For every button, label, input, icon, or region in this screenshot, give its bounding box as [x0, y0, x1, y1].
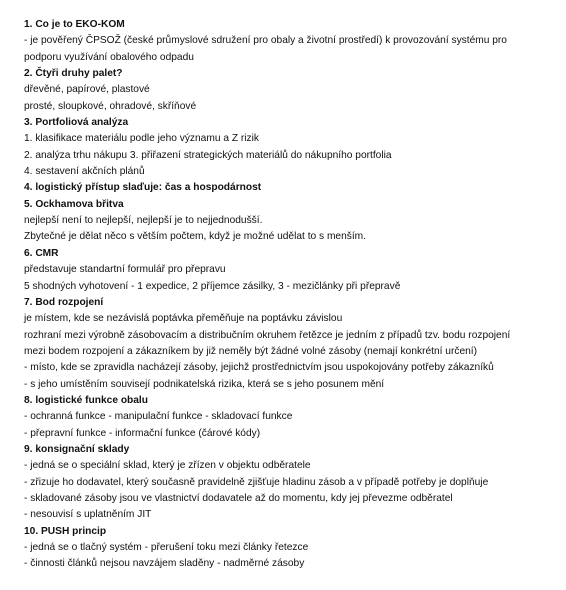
- section-text-line: - místo, kde se zpravidla nacházejí zásoby, jejichž prostřednictvím jsou uspokojovány potřeby zákazníků: [24, 362, 494, 374]
- section-text-line: - zřizuje ho dodavatel, který současně pravidelně zjišťuje hladinu zásob a v případě potřeby je doplňuje: [24, 476, 489, 488]
- section-text-line: - přepravní funkce - informační funkce (čárové kódy): [24, 427, 261, 439]
- section-text-line: nejlepší není to nejlepší, nejlepší je to nejjednodušší.: [24, 215, 263, 227]
- section-text-line: je místem, kde se nezávislá poptávka přeměňuje na poptávku závislou: [24, 313, 343, 325]
- section-text-line: mezi bodem rozpojení a zákazníkem by již neměly být žádné volné zásoby (nemají konkrétní určení): [24, 345, 477, 357]
- section-text-line: - skladované zásoby jsou ve vlastnictví dodavatele až do momentu, kdy jej převezme odběratel: [24, 492, 453, 504]
- section-heading: 8. logistické funkce obalu: [24, 394, 148, 406]
- section-heading: 10. PUSH princip: [24, 525, 107, 537]
- section-heading: 2. Čtyři druhy palet?: [24, 68, 123, 80]
- section-text-line: - ochranná funkce - manipulační funkce - skladovací funkce: [24, 411, 293, 423]
- section-text-line: podporu využívání obalového odpadu: [24, 51, 194, 63]
- section-text-line: - jedná se o speciální sklad, který je zřízen v objektu odběratele: [24, 460, 311, 472]
- section-heading: 3. Portfoliová analýza: [24, 117, 129, 129]
- section-text-line: Zbytečné je dělat něco s větším počtem, když je možné udělat to s menším.: [24, 231, 367, 243]
- section-heading: 4. logistický přístup slaďuje: čas a hospodárnost: [24, 182, 262, 194]
- section-text-line: - s jeho umístěním souvisejí podnikatelská rizika, která se s jeho posunem mění: [24, 378, 385, 390]
- section-text-line: 2. analýza trhu nákupu 3. přiřazení strategických materiálů do nákupního portfolia: [24, 149, 392, 161]
- notes-content: [24, 17, 566, 573]
- section-text-line: - činnosti článků nejsou navzájem sladěny - nadměrné zásoby: [24, 558, 305, 570]
- section-text-line: rozhraní mezi výrobně zásobovacím a distribučním okruhem řetězce je jedním z případů tzv. bodu rozpojení: [24, 329, 511, 341]
- section-heading: 1. Co je to EKO-KOM: [24, 19, 125, 30]
- section-text-line: dřevěné, papírové, plastové: [24, 84, 150, 96]
- section-text-line: - jedná se o tlačný systém - přerušení toku mezi články řetezce: [24, 542, 309, 553]
- section-heading: 7. Bod rozpojení: [24, 296, 104, 308]
- section-text-line: 5 shodných vyhotovení - 1 expedice, 2 příjemce zásilky, 3 - mezičlánky při přepravě: [24, 280, 401, 292]
- section-text-line: prosté, sloupkové, ohradové, skříňové: [24, 100, 197, 112]
- section-text-line: 1. klasifikace materiálu podle jeho významu a Z rizik: [24, 133, 259, 145]
- section-text-line: - nesouvisí s uplatněním JIT: [24, 509, 152, 521]
- section-heading: 5. Ockhamova břitva: [24, 198, 124, 210]
- section-heading: 9. konsignační sklady: [24, 443, 130, 455]
- section-text-line: představuje standartní formulář pro přepravu: [24, 264, 226, 276]
- section-heading: 6. CMR: [24, 247, 59, 259]
- section-text-line: 4. sestavení akčních plánů: [24, 166, 145, 178]
- section-text-line: - je pověřený ČPSOŽ (české průmyslové sdružení pro obaly a životní prostředí) k provozování systému pro: [24, 35, 507, 47]
